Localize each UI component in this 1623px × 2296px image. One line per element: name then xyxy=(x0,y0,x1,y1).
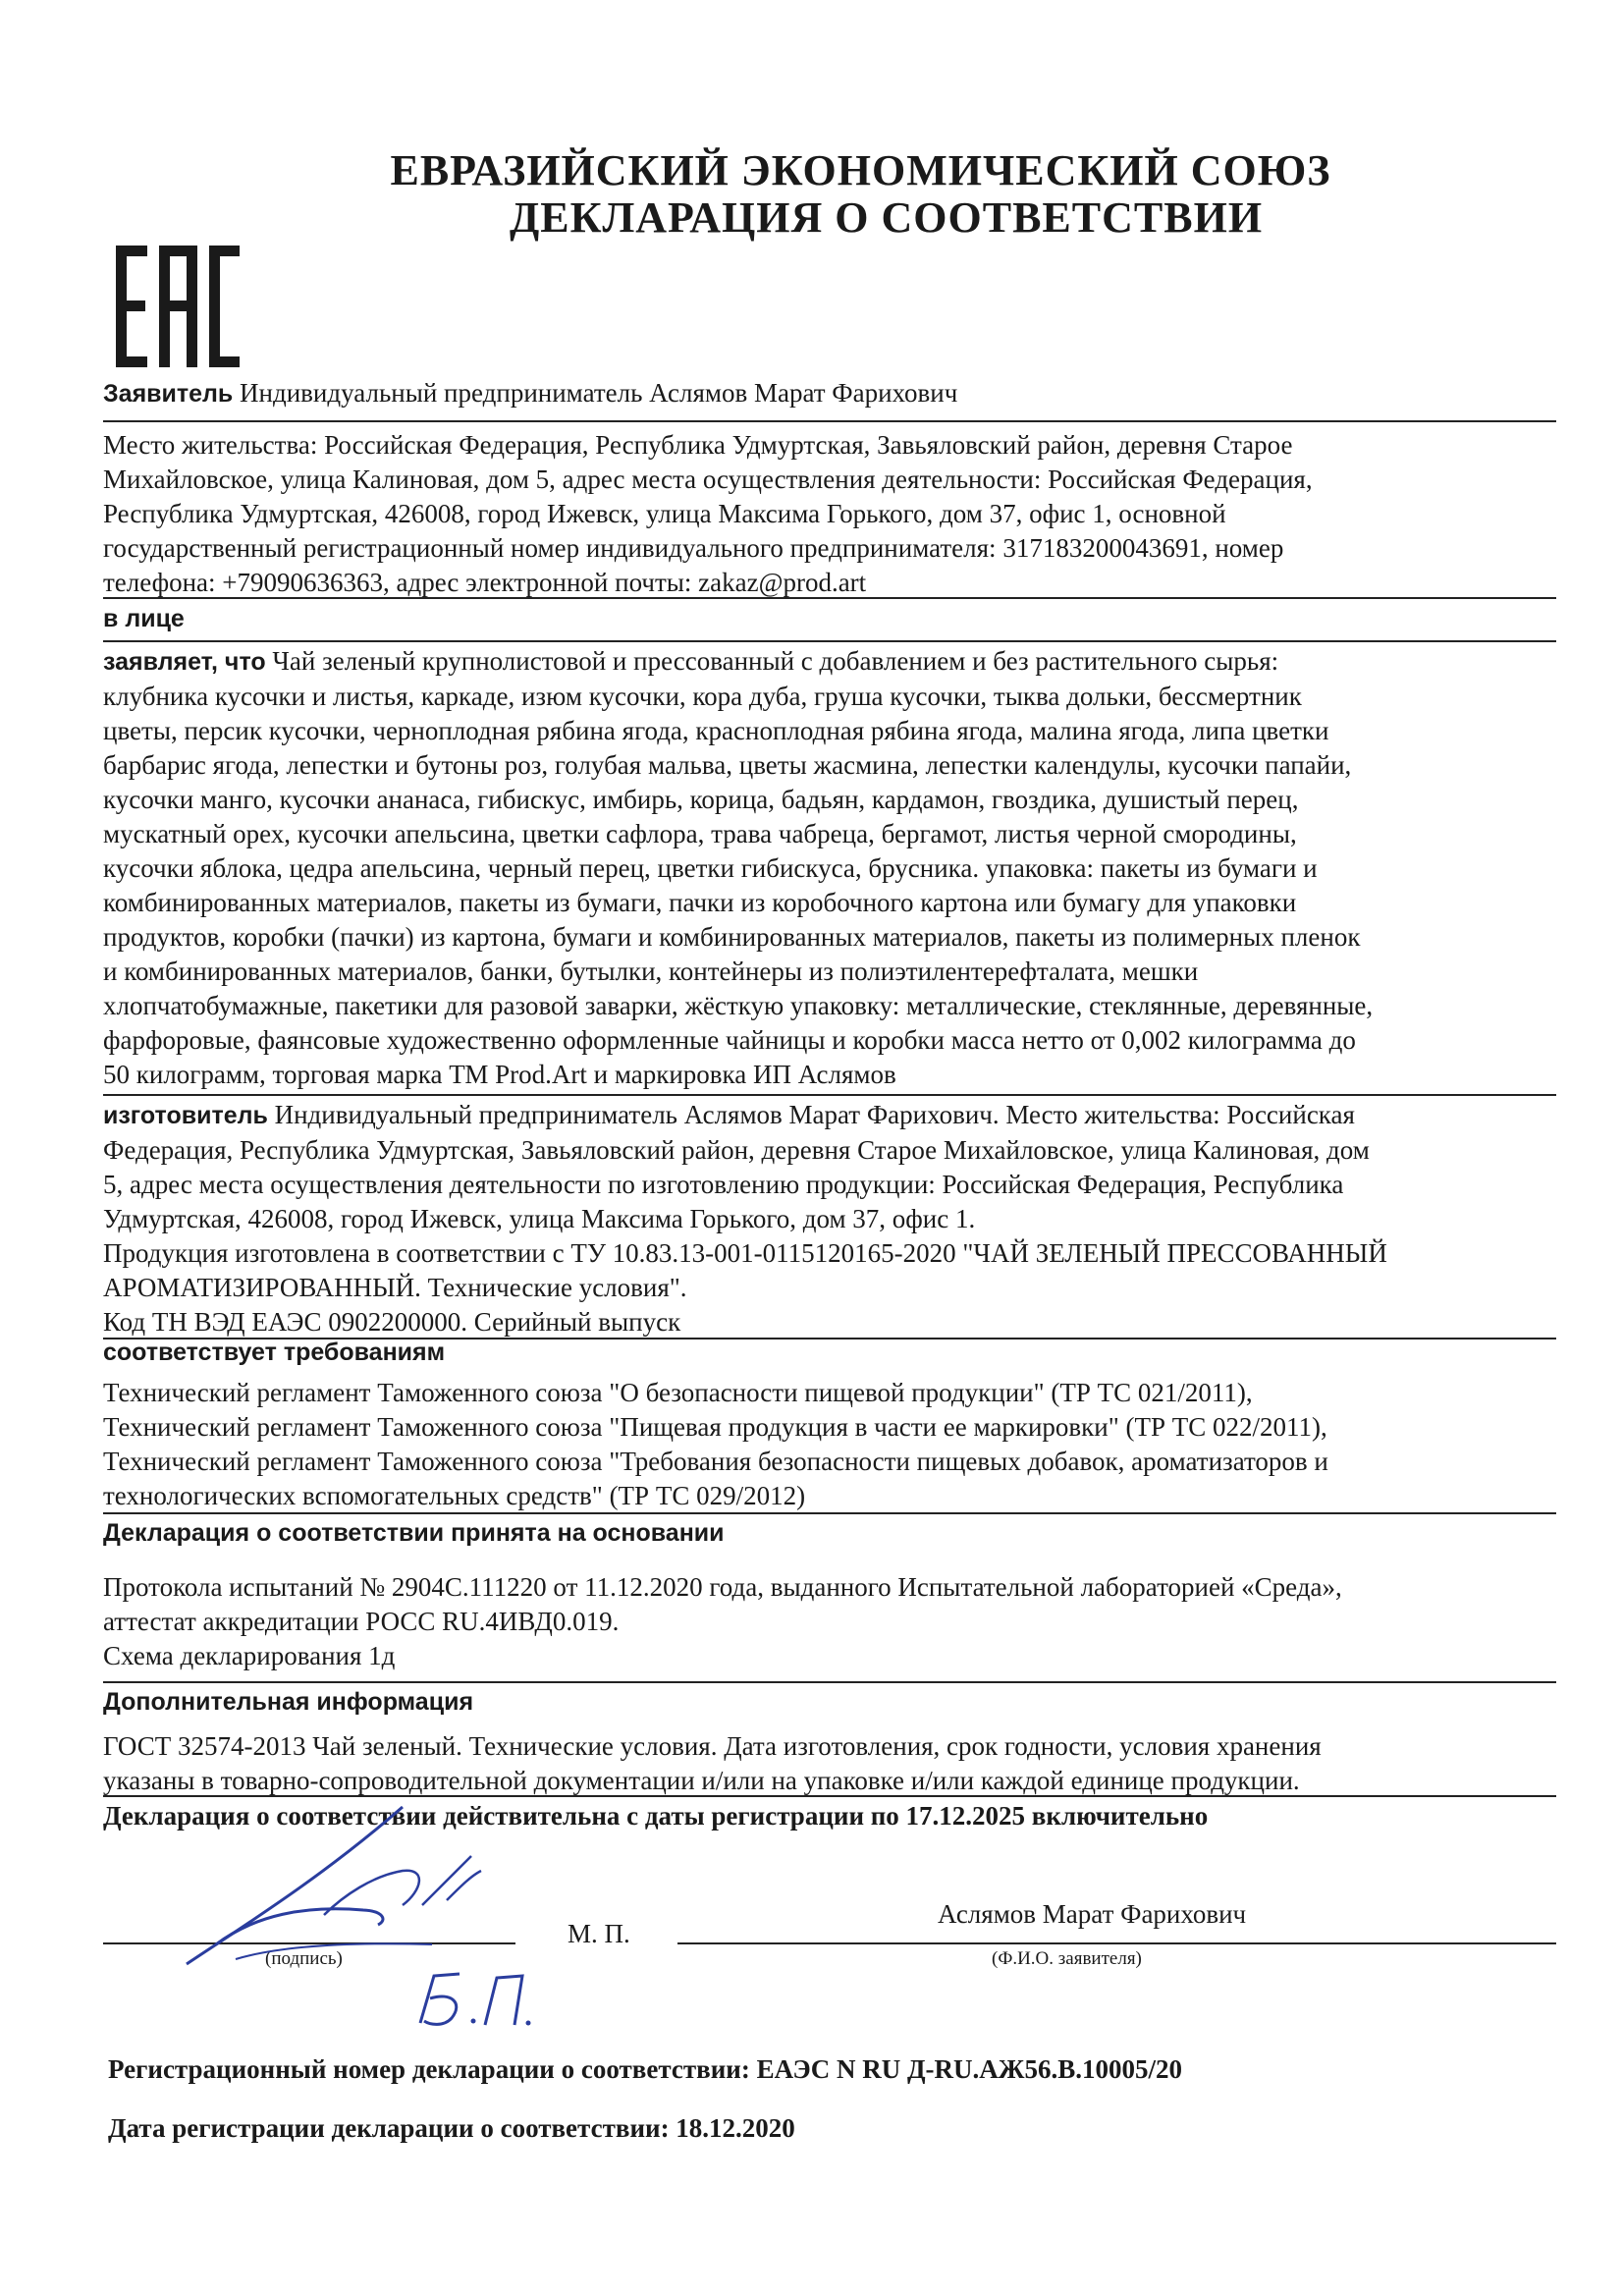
declares-line: продуктов, коробки (пачки) из картона, бумаги и комбинированных материалов, пакеты из полимерных пленок xyxy=(103,922,1361,952)
requirements-line: Технический регламент Таможенного союза "Пищевая продукция в части ее маркировки" (ТР ТС 022/2011), xyxy=(103,1412,1327,1442)
residence-line: Место жительства: Российская Федерация, Республика Удмуртская, Завьяловский район, деревня Старое xyxy=(103,430,1293,460)
document-title: ДЕКЛАРАЦИЯ О СООТВЕТСТВИИ xyxy=(509,193,1264,242)
requirements-line: Технический регламент Таможенного союза "Требования безопасности пищевых добавок, ароматизаторов и xyxy=(103,1447,1328,1476)
manufacturer-block xyxy=(103,1098,1556,1339)
declares-line: и комбинированных материалов, банки, бутылки, контейнеры из полиэтилентерефталата, мешки xyxy=(103,957,1199,986)
declares-first: Чай зеленый крупнолистовой и прессованный с добавлением и без растительного сырья: xyxy=(272,646,1279,676)
additional-line: ГОСТ 32574-2013 Чай зеленый. Технические условия. Дата изготовления, срок годности, условия хранения xyxy=(103,1731,1322,1761)
declares-label: заявляет, что xyxy=(103,648,266,676)
applicant-row xyxy=(103,376,1556,411)
residence-block xyxy=(103,428,1556,600)
name-line xyxy=(677,1942,1556,1944)
declares-line: цветы, персик кусочки, черноплодная рябина ягода, красноплодная рябина ягода, малина ягода, липа цветки xyxy=(103,716,1329,745)
applicant-value: Индивидуальный предприниматель Аслямов Марат Фарихович xyxy=(240,378,958,408)
basis-label: Декларация о соответствии принята на основании xyxy=(103,1519,725,1547)
basis-line: Протокола испытаний № 2904С.111220 от 11.12.2020 года, выданного Испытательной лабораторией «Среда», xyxy=(103,1572,1342,1602)
basis-line: Схема декларирования 1д xyxy=(103,1641,396,1670)
manufacturer-line: АРОМАТИЗИРОВАННЫЙ. Технические условия". xyxy=(103,1273,687,1302)
declares-line: клубника кусочки и листья, каркаде, изюм кусочки, кора дуба, груша кусочки, тыква дольки, бессмертник xyxy=(103,682,1302,711)
basis-block xyxy=(103,1516,1556,1673)
declares-line: кусочки яблока, цедра апельсина, черный перец, цветки гибискуса, брусника. упаковка: пакеты из бумаги и xyxy=(103,853,1318,883)
divider xyxy=(103,597,1556,599)
manufacturer-line: Удмуртская, 426008, город Ижевск, улица Максима Горького, дом 37, офис 1. xyxy=(103,1204,976,1233)
manufacturer-line: Федерация, Республика Удмуртская, Завьяловский район, деревня Старое Михайловское, улица Калиновая, дом xyxy=(103,1135,1370,1165)
applicant-name: Аслямов Марат Фарихович xyxy=(938,1899,1247,1929)
requirements-block xyxy=(103,1336,1556,1513)
requirements-line: технологических вспомогательных средств" (ТР ТС 029/2012) xyxy=(103,1481,806,1510)
in-person-row xyxy=(103,601,1556,636)
declares-line: хлопчатобумажные, пакетики для разовой заварки, жёсткую упаковку: металлические, стеклянные, деревянные, xyxy=(103,991,1374,1020)
residence-line: телефона: +79090636363, адрес электронной почты: zakaz@prod.art xyxy=(103,568,867,597)
declares-line: мускатный орех, кусочки апельсина, цветки сафлора, трава чабреца, бергамот, листья черной смородины, xyxy=(103,819,1297,848)
validity-text: Декларация о соответствии действительна с даты регистрации по 17.12.2025 включительно xyxy=(103,1801,1209,1831)
applicant-label: Заявитель xyxy=(103,380,234,408)
divider xyxy=(103,640,1556,642)
requirements-label: соответствует требованиям xyxy=(103,1339,446,1366)
residence-line: Республика Удмуртская, 426008, город Ижевск, улица Максима Горького, дом 37, офис 1, основной xyxy=(103,499,1226,528)
union-title: ЕВРАЗИЙСКИЙ ЭКОНОМИЧЕСКИЙ СОЮЗ xyxy=(390,146,1331,194)
additional-block xyxy=(103,1685,1556,1798)
additional-label: Дополнительная информация xyxy=(103,1688,474,1716)
stamp-place: М. П. xyxy=(568,1919,630,1948)
handwritten-initials xyxy=(412,1964,540,2033)
registration-number: Регистрационный номер декларации о соответствии: ЕАЭС N RU Д-RU.АЖ56.В.10005/20 xyxy=(108,2054,1183,2084)
manufacturer-line: Продукция изготовлена в соответствии с ТУ 10.83.13-001-0115120165-2020 "ЧАЙ ЗЕЛЕНЫЙ ПРЕССОВАННЫЙ xyxy=(103,1238,1387,1268)
registration-date: Дата регистрации декларации о соответствии: 18.12.2020 xyxy=(108,2113,795,2143)
residence-line: государственный регистрационный номер индивидуального предпринимателя: 317183200043691, номер xyxy=(103,533,1284,563)
manufacturer-label: изготовитель xyxy=(103,1102,268,1129)
requirements-line: Технический регламент Таможенного союза "О безопасности пищевой продукции" (ТР ТС 021/2011), xyxy=(103,1378,1253,1407)
additional-line: указаны в товарно-сопроводительной документации и/или на упаковке и/или каждой единице продукции. xyxy=(103,1766,1300,1795)
handwritten-signature xyxy=(177,1797,530,1974)
name-caption: (Ф.И.О. заявителя) xyxy=(992,1948,1142,1969)
divider xyxy=(103,1681,1556,1683)
residence-line: Михайловское, улица Калиновая, дом 5, адрес места осуществления деятельности: Российская Федерация, xyxy=(103,465,1313,494)
divider xyxy=(103,1094,1556,1096)
divider xyxy=(103,420,1556,422)
eac-mark-icon xyxy=(116,246,240,367)
signature-caption: (подпись) xyxy=(265,1948,343,1969)
declares-line: 50 килограмм, торговая марка ТМ Prod.Art и маркировка ИП Аслямов xyxy=(103,1060,896,1089)
manufacturer-line: 5, адрес места осуществления деятельности по изготовлению продукции: Российская Федерация, Республика xyxy=(103,1170,1344,1199)
declares-line: барбарис ягода, лепестки и бутоны роз, голубая мальва, цветы жасмина, лепестки календулы, кусочки папайи, xyxy=(103,750,1352,780)
declares-line: комбинированных материалов, пакеты из бумаги, пачки из коробочного картона или бумагу для упаковки xyxy=(103,888,1297,917)
basis-line: аттестат аккредитации РОСС RU.4ИВД0.019. xyxy=(103,1607,620,1636)
declares-line: фарфоровые, фаянсовые художественно оформленные чайницы и коробки масса нетто от 0,002 килограмма до xyxy=(103,1025,1356,1055)
manufacturer-line: Код ТН ВЭД ЕАЭС 0902200000. Серийный выпуск xyxy=(103,1307,681,1337)
divider xyxy=(103,1512,1556,1514)
declares-block xyxy=(103,644,1556,1092)
declares-line: кусочки манго, кусочки ананаса, гибискус, имбирь, корица, бадьян, кардамон, гвоздика, душистый перец, xyxy=(103,785,1299,814)
manufacturer-first: Индивидуальный предприниматель Аслямов Марат Фарихович. Место жительства: Российская xyxy=(274,1100,1355,1129)
in-person-label: в лице xyxy=(103,605,185,632)
